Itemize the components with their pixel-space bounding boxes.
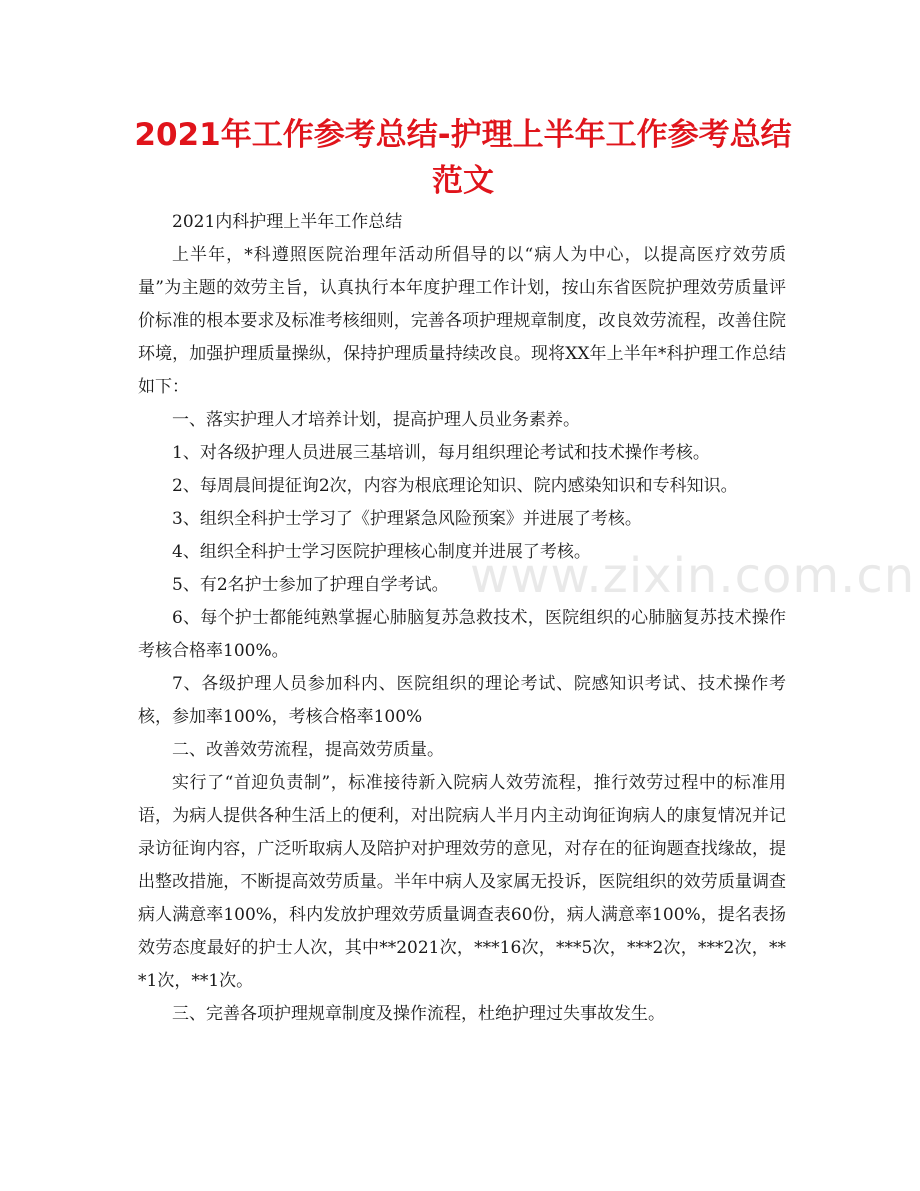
list-item: 6、每个护士都能纯熟掌握心肺脑复苏急救技术，医院组织的心肺脑复苏技术操作考核合格率100%。: [138, 608, 786, 661]
list-item: 4、组织全科护士学习医院护理核心制度并进展了考核。: [172, 542, 591, 562]
section-heading: 二、改善效劳流程，提高效劳质量。: [172, 740, 444, 760]
list-item: 5、有2名护士参加了护理自学考试。: [172, 575, 449, 595]
list-item: 7、各级护理人员参加科内、医院组织的理论考试、院感知识考试、技术操作考核，参加率100%，考核合格率100%: [138, 674, 786, 727]
watermark-text: www.zixin.com.cn: [470, 548, 916, 604]
document-title: 2021年工作参考总结-护理上半年工作参考总结范文: [134, 117, 792, 199]
section-heading: 一、落实护理人才培养计划，提高护理人员业务素养。: [172, 410, 580, 430]
section-heading: 三、完善各项护理规章制度及操作流程，杜绝护理过失事故发生。: [172, 1004, 665, 1024]
list-item: 3、组织全科护士学习了《护理紧急风险预案》并进展了考核。: [172, 509, 642, 529]
section-heading: 2021内科护理上半年工作总结: [172, 212, 403, 232]
list-item: 2、每周晨间提征询2次，内容为根底理论知识、院内感染知识和专科知识。: [172, 476, 738, 496]
list-item: 1、对各级护理人员进展三基培训，每月组织理论考试和技术操作考核。: [172, 443, 710, 463]
document-body: [138, 206, 786, 1031]
paragraph: 上半年，*科遵照医院治理年活动所倡导的以“病人为中心，以提高医疗效劳质量”为主题的效劳主旨，认真执行本年度护理工作计划，按山东省医院护理效劳质量评价标准的根本要求及标准考核细则，完善各项护理规章制度，改良效劳流程，改善住院环境，加强护理质量操纵，保持护理质量持续改良。现将XX年上半年*科护理工作总结如下：: [138, 245, 786, 397]
paragraph: 实行了“首迎负责制”，标准接待新入院病人效劳流程，推行效劳过程中的标准用语，为病人提供各种生活上的便利，对出院病人半月内主动询征询病人的康复情况并记录访征询内容，广泛听取病人及陪护对护理效劳的意见，对存在的征询题查找缘故，提出整改措施，不断提高效劳质量。半年中病人及家属无投诉，医院组织的效劳质量调查病人满意率100%，科内发放护理效劳质量调查表60份，病人满意率100%，提名表扬效劳态度最好的护士人次，其中**2021次，***16次，***5次，***2次，***2次，***1次，**1次。: [138, 773, 786, 991]
